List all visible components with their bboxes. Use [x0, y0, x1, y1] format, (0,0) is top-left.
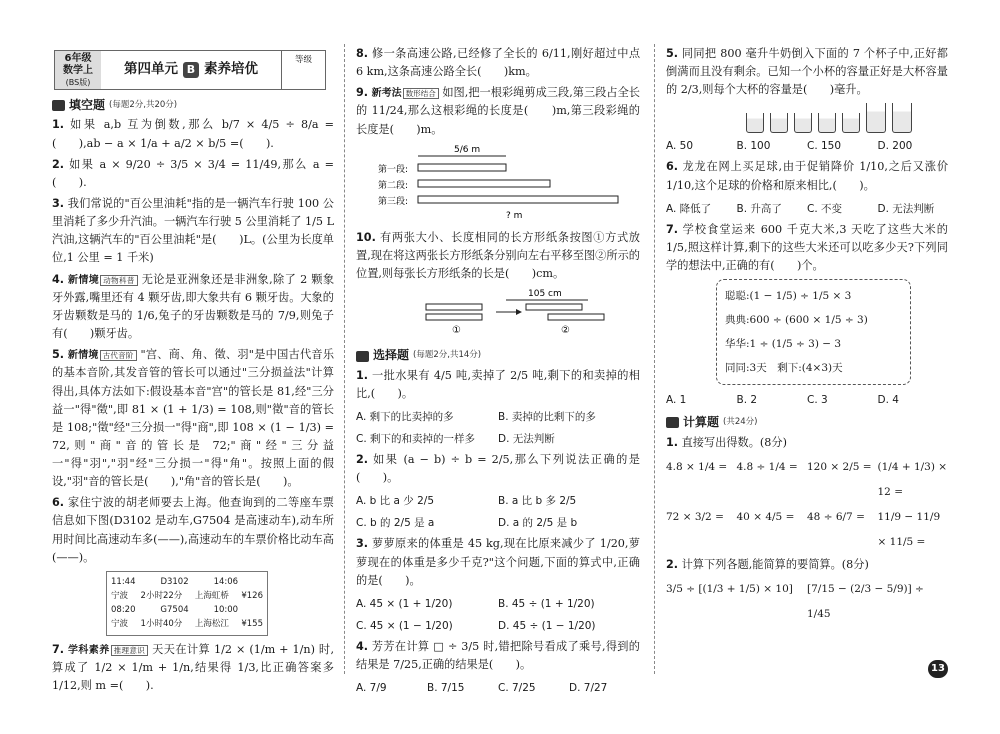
question-text: 学校食堂运来 600 千克大米,3 天吃了这些大米的 1/5,照这样计算,剩下的这些大米还可以吃多少天?下列同学的想法中,正确的有( )个。	[666, 222, 948, 272]
to-station: 上海虹桥	[194, 590, 229, 601]
question-text: 如果 a × 9/20 ÷ 3/5 × 3/4 = 11/49,那么 a =( ).	[52, 157, 334, 189]
ticket-info-table	[106, 571, 268, 636]
calc-item[interactable]: 4.8 ÷ 1/4 =	[736, 460, 798, 473]
option-a[interactable]: A. 7/9	[356, 682, 387, 695]
choice-question-3	[356, 535, 640, 589]
student-name: 华华:	[725, 338, 750, 351]
choice-question-7	[666, 221, 948, 275]
grade-badge	[55, 51, 101, 89]
question-text: 如图,把一根彩绳剪成三段,第三段占全长的 11/24,那么这根彩绳的长度是( )m,第三段彩绳的长度是( )m。	[356, 86, 640, 136]
subject-label: 数学	[63, 65, 83, 76]
ticket-row	[111, 605, 263, 616]
question-number: 1.	[666, 435, 679, 449]
section-icon	[356, 351, 369, 362]
strip-length-label: 105 cm	[528, 289, 562, 300]
segment-length-label: 5/6 m	[454, 144, 481, 155]
total-length-label: ? m	[506, 210, 523, 221]
option-a[interactable]: A. 剩下的比卖掉的多	[356, 411, 454, 424]
option-a[interactable]: A. 1	[666, 394, 687, 407]
question-text: 天天在计算 1/2 × (1/m + 1/n) 时,算成了 1/2 × 1/m + 1/n,结果得 1/3,比正确答案多 1/12,则 m =( ).	[52, 642, 335, 693]
question-text: 如果 a,b 互为倒数,那么 b/7 × 4/5 ÷ 8/a =( ),ab − a × 1/a + a/2 × b/5 =( ).	[52, 118, 334, 150]
edition-label: (BS版)	[65, 78, 91, 87]
question-tag	[372, 88, 439, 99]
choice-question-5	[666, 45, 948, 99]
question-7	[52, 641, 334, 695]
option-c[interactable]: C. 150	[807, 140, 842, 153]
student-expression: (1 − 1/5) ÷ 1/5 × 3	[749, 290, 852, 303]
section-calculation	[666, 413, 948, 432]
question-10	[356, 229, 640, 283]
options	[356, 490, 640, 534]
paper-strip-diagram	[356, 286, 640, 338]
option-c[interactable]: C. b 的 2/5 是 a	[356, 517, 435, 530]
question-text: 直接写出得数。(8分)	[681, 435, 787, 449]
options	[666, 198, 948, 220]
question-number: 3.	[356, 537, 369, 551]
option-d[interactable]: D. 4	[877, 394, 899, 407]
question-text: 有两张大小、长度相同的长方形纸条按图①方式放置,现在将这两张长方形纸条分别向左右平移至图②所示的位置,则每张长方形纸条的长是( )cm。	[356, 230, 640, 281]
question-number: 2.	[666, 557, 679, 571]
strip-1a	[426, 304, 482, 310]
student-ideas-box	[716, 279, 911, 385]
segment-3-label: 第三段:	[378, 196, 409, 207]
from-station: 宁波	[111, 590, 129, 601]
question-text: 修一条高速公路,已经修了全长的 6/11,刚好超过中点 6 km,这条高速公路全长( )km。	[356, 47, 641, 79]
strip-2a	[526, 304, 582, 310]
question-number: 5.	[52, 348, 65, 362]
from-station: 宁波	[111, 618, 129, 629]
question-number: 8.	[356, 47, 369, 60]
question-number: 6.	[666, 160, 679, 174]
calc-item[interactable]: 4.8 × 1/4 =	[666, 460, 728, 473]
option-b[interactable]: B. 2	[736, 394, 758, 407]
option-c[interactable]: C. 45 × (1 − 1/20)	[356, 619, 453, 632]
rope-segment-diagram	[356, 142, 640, 222]
option-a[interactable]: A. 降低了	[666, 202, 712, 215]
arrival-time: 10:00	[213, 604, 239, 615]
question-number: 6.	[52, 496, 65, 510]
unit-name: 素养培优	[204, 61, 258, 78]
question-tag	[68, 350, 137, 361]
small-cup	[818, 113, 836, 133]
figure-1-label: ①	[452, 325, 461, 337]
question-text: 无论是亚洲象还是非洲象,除了 2 颗象牙外露,嘴里还有 4 颗牙齿,即大象共有 6 颗牙齿。大象的牙齿颗数是马的 1/6,兔子的牙齿颗数是马的 7/9,则兔子有( )颗牙齿。	[52, 272, 335, 341]
choice-question-2	[356, 451, 640, 487]
segment-2-bar	[418, 180, 550, 187]
options	[356, 677, 640, 699]
section-note: (每题2分,共20分)	[109, 99, 178, 110]
small-cup	[746, 113, 764, 133]
large-cup	[892, 103, 912, 133]
tag-label: 学科素养	[68, 644, 110, 656]
question-text: 芳芳在计算 □ ÷ 3/5 时,错把除号看成了乘号,得到的结果是 7/25,正确的结果是( )。	[356, 639, 640, 672]
question-number: 4.	[356, 639, 369, 653]
option-c[interactable]: C. 剩下的和卖掉的一样多	[356, 433, 476, 446]
calc-item[interactable]: 3/5 ÷ [(1/3 + 1/5) × 10]	[666, 582, 793, 595]
train-number: D3102	[160, 576, 189, 587]
unit-header	[54, 50, 326, 90]
calc-question-1	[666, 434, 948, 452]
question-text: 计算下列各题,能简算的要简算。(8分)	[681, 557, 869, 571]
question-number: 7.	[52, 642, 65, 656]
question-number: 2.	[52, 157, 65, 171]
question-text: 如果 (a − b) ÷ b = 2/5,那么下列说法正确的是( )。	[356, 453, 640, 485]
simplify-grid	[666, 577, 948, 627]
figure-2-label: ②	[561, 325, 570, 337]
calc-item[interactable]: 11/9 − 11/9 × 11/5 =	[877, 510, 941, 548]
calc-item[interactable]: 40 × 4/5 =	[736, 510, 795, 523]
tag-label: 新考法	[371, 88, 402, 100]
level-mark: B	[183, 62, 199, 78]
grade-box[interactable]: 等级	[281, 51, 325, 89]
option-b[interactable]: B. a 比 b 多 2/5	[498, 495, 577, 508]
idea-row	[725, 332, 902, 356]
to-station: 上海松江	[194, 618, 229, 629]
segment-1-label: 第一段:	[378, 164, 409, 175]
unit-title	[101, 51, 281, 89]
option-a[interactable]: A. b 比 a 少 2/5	[356, 495, 435, 508]
option-c[interactable]: C. 不变	[807, 202, 843, 215]
question-text: 萝萝原来的体重是 45 kg,现在比原来减少了 1/20,萝萝现在的体重是多少千克?"这个问题,下面的算式中,正确的是( )。	[356, 537, 640, 587]
idea-row	[725, 284, 902, 308]
question-9	[356, 84, 640, 138]
ticket-row	[111, 577, 263, 588]
calc-item[interactable]: 72 × 3/2 =	[666, 510, 724, 523]
departure-time: 11:44	[111, 576, 136, 587]
options	[356, 593, 640, 637]
question-8	[356, 45, 640, 81]
question-number: 7.	[666, 222, 679, 236]
choice-question-4	[356, 638, 640, 674]
question-number: 5.	[666, 47, 679, 60]
tag-sub: 推理意识	[111, 645, 149, 656]
student-name: 典典:	[725, 314, 750, 327]
large-cup	[866, 103, 886, 133]
duration: 2小时22分	[140, 590, 183, 601]
mental-math-grid	[666, 455, 948, 555]
question-2	[52, 156, 334, 192]
tag-sub: 古代音阶	[100, 350, 137, 361]
question-number: 1.	[356, 368, 369, 382]
segment-3-bar	[418, 196, 618, 203]
section-icon	[52, 100, 65, 111]
question-number: 3.	[52, 197, 65, 210]
option-c[interactable]: C. 7/25	[498, 682, 536, 695]
question-4	[52, 271, 334, 344]
section-icon	[666, 417, 679, 428]
option-b[interactable]: B. 7/15	[427, 682, 465, 695]
calc-item[interactable]: (1/4 + 1/3) × 12 =	[877, 460, 948, 498]
column-divider	[654, 44, 655, 674]
question-number: 4.	[52, 272, 65, 286]
section-title: 选择题	[373, 348, 410, 363]
option-b[interactable]: B. 100	[736, 140, 771, 153]
choice-question-6	[666, 158, 948, 194]
small-cup	[794, 113, 812, 133]
column-divider	[344, 44, 345, 674]
option-d[interactable]: D. 200	[877, 140, 913, 153]
option-d[interactable]: D. 7/27	[569, 682, 608, 695]
section-fill-blank	[52, 96, 334, 115]
duration: 1小时40分	[140, 618, 183, 629]
tag-label: 新情境	[68, 274, 100, 286]
column-1	[52, 94, 334, 734]
section-note: (共24分)	[723, 416, 758, 427]
strip-1b	[426, 314, 482, 320]
calc-item[interactable]: 48 ÷ 6/7 =	[807, 510, 865, 523]
question-number: 10.	[356, 230, 376, 244]
small-cup	[842, 113, 860, 133]
options	[356, 406, 640, 450]
cups-figure	[746, 103, 948, 133]
segment-2-label: 第二段:	[378, 180, 409, 191]
question-number: 1.	[52, 118, 65, 132]
option-b[interactable]: B. 升高了	[736, 202, 782, 215]
tag-sub: 动物科普	[100, 275, 138, 286]
choice-question-1	[356, 367, 640, 403]
small-cup	[770, 113, 788, 133]
question-text: "宫、商、角、徵、羽"是中国古代音乐的基本音阶,其发音管的管长可以通过"三分损益法"计算得出,具体方法如下:假设基本音"宫"的管长是 81,经"三分益一"得"徵",即 81 × (1 + 1/3) = 108,则"徵"音的管长是 108;"徵"经"三分损一"得"商",即 108 × (1 − 1/3) = 72,则"商"音的管长是 72;"商"经"三分益一"得"羽","羽"经"三分损一"得"角"。按照上面的假设,"羽"音的管长是( ),"角"音的管长是( )。	[52, 348, 335, 489]
question-5	[52, 346, 334, 491]
question-text: 家住宁波的胡老师要去上海。他查询到的二等座车票信息如下图(D3102 是动车,G7504 是高速动车),动车所用时间比高速动车多(——),高速动车的车票价格比动车高(——)。	[52, 496, 334, 564]
strip-2b	[548, 314, 604, 320]
calc-question-2	[666, 556, 948, 574]
question-tag	[68, 645, 148, 656]
option-d[interactable]: D. a 的 2/5 是 b	[498, 517, 578, 530]
student-expression: 1 ÷ (1/5 ÷ 3) − 3	[749, 338, 842, 351]
student-expression: 600 ÷ (600 × 1/5 ÷ 3)	[749, 314, 868, 327]
option-b[interactable]: B. 卖掉的比剩下的多	[498, 411, 596, 424]
options	[666, 389, 948, 411]
question-1	[52, 116, 334, 152]
column-3	[666, 44, 948, 684]
question-text: 一批水果有 4/5 吨,卖掉了 2/5 吨,剩下的和卖掉的相比,( )。	[356, 368, 640, 401]
idea-row	[725, 308, 902, 332]
unit-number: 第四单元	[124, 61, 178, 78]
volume-label: 上	[83, 65, 93, 76]
tag-label: 新情境	[67, 350, 99, 362]
arrival-time: 14:06	[213, 576, 239, 587]
option-d[interactable]: D. 45 ÷ (1 − 1/20)	[498, 619, 596, 632]
departure-time: 08:20	[111, 604, 136, 615]
question-tag	[68, 275, 138, 286]
question-number: 9.	[356, 86, 369, 100]
student-name: 同同:	[725, 362, 750, 375]
question-number: 2.	[356, 453, 369, 467]
question-6	[52, 494, 334, 567]
question-text: 我们常说的"百公里油耗"指的是一辆汽车行驶 100 公里消耗了多少升汽油。一辆汽车行驶 5 公里消耗了 1/5 L 汽油,这辆汽车的"百公里油耗"是( )L。(公里为长度单位,1 公里 = 1 千米)	[52, 197, 334, 265]
student-expression: 3天 剩下:(4×3)天	[749, 362, 843, 375]
option-a[interactable]: A. 45 × (1 + 1/20)	[356, 597, 453, 610]
option-b[interactable]: B. 45 ÷ (1 + 1/20)	[498, 597, 595, 610]
ticket-price: ¥126	[241, 590, 263, 601]
section-choice	[356, 346, 640, 365]
idea-row	[725, 356, 902, 380]
section-note: (每题2分,共14分)	[413, 350, 482, 361]
option-d[interactable]: D. 无法判断	[877, 202, 935, 215]
calc-item[interactable]: [7/15 − (2/3 − 5/9)] ÷ 1/45	[807, 582, 924, 620]
option-d[interactable]: D. 无法判断	[498, 433, 555, 446]
ticket-price: ¥155	[241, 618, 263, 629]
column-2	[356, 44, 641, 695]
grade-label: 6年级	[64, 53, 92, 64]
arrow-head	[516, 309, 522, 315]
options	[666, 135, 948, 157]
question-text: 同同把 800 毫升牛奶倒入下面的 7 个杯子中,正好都倒满而且没有剩余。已知一个小杯的容量正好是大杯容量的 2/3,则每个大杯的容量是( )毫升。	[666, 47, 948, 97]
segment-1-bar	[418, 164, 506, 171]
question-3	[52, 195, 334, 268]
section-title: 填空题	[69, 98, 106, 112]
student-name: 聪聪:	[725, 290, 750, 303]
ticket-row	[111, 619, 263, 630]
tag-sub: 数形结合	[403, 88, 439, 99]
section-title: 计算题	[683, 415, 720, 430]
calc-item[interactable]: 120 × 2/5 =	[807, 460, 872, 473]
page-number: 13	[928, 660, 948, 678]
train-number: G7504	[160, 604, 189, 615]
question-text: 龙龙在网上买足球,由于促销降价 1/10,之后又涨价 1/10,这个足球的价格和原来相比,( )。	[666, 160, 949, 192]
option-a[interactable]: A. 50	[666, 140, 694, 153]
ticket-row	[111, 591, 263, 602]
option-c[interactable]: C. 3	[807, 394, 828, 407]
